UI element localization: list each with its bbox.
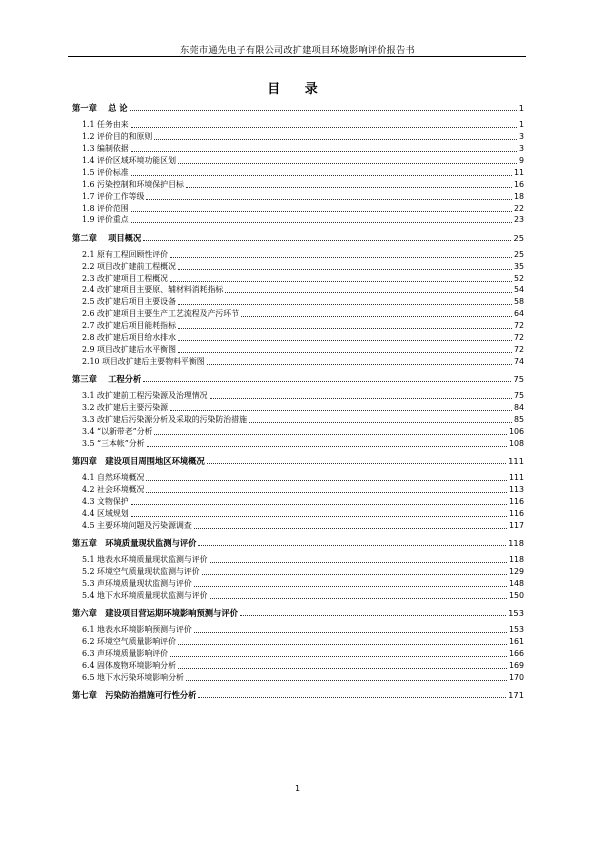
toc-entry-label: 2.3 改扩建项目工程概况 — [82, 273, 169, 283]
toc-entry-label: 4.1 自然环境概况 — [82, 473, 145, 482]
toc-chapter-entry[interactable] — [72, 232, 524, 244]
toc-dot-leader — [143, 240, 511, 241]
toc-entry-page: 25 — [513, 232, 524, 243]
toc-dot-leader — [241, 316, 512, 317]
toc-entry-label: 1.4 评价区域环境功能区划 — [82, 155, 176, 165]
toc-dot-leader — [170, 410, 512, 411]
toc-entry-label: 3.2 改扩建后主要污染源 — [82, 403, 169, 412]
toc-entry-page: 3 — [518, 144, 524, 153]
toc-entry-page: 22 — [513, 203, 524, 213]
toc-section-entry[interactable] — [82, 578, 524, 590]
toc-entry-label: 6.1 地表水环境影响预测与评价 — [82, 624, 192, 634]
toc-section-entry[interactable] — [82, 332, 524, 344]
toc-section-entry[interactable] — [82, 496, 524, 508]
toc-dot-leader — [146, 480, 507, 481]
toc-entry-page: 75 — [513, 391, 524, 401]
toc-dot-leader — [198, 545, 506, 546]
toc-entry-page: 111 — [508, 455, 524, 466]
toc-dot-leader — [178, 352, 512, 353]
toc-entry-label: 1.9 评价重点 — [82, 215, 129, 225]
toc-chapter-entry[interactable] — [72, 537, 524, 549]
toc-entry-label: 3.5 “三本帐”分析 — [82, 438, 145, 448]
toc-section-entry[interactable] — [82, 203, 524, 215]
toc-entry-page: 9 — [518, 155, 524, 165]
toc-dot-leader — [225, 292, 512, 293]
toc-entry-page: 64 — [513, 309, 524, 319]
toc-entry-label: 第七章 污染防治措施可行性分析 — [72, 689, 197, 700]
toc-entry-page: 72 — [513, 321, 524, 331]
toc-entry-label: 1.7 评价工作等级 — [82, 191, 145, 201]
toc-chapter-entry[interactable] — [72, 607, 524, 619]
toc-entry-page: 23 — [513, 215, 524, 225]
toc-entry-page: 1 — [518, 120, 524, 130]
toc-section-entry[interactable] — [82, 520, 524, 532]
toc-section-entry[interactable] — [82, 636, 524, 648]
toc-section-entry[interactable] — [82, 191, 524, 203]
toc-chapter-entry[interactable] — [72, 102, 524, 114]
toc-section-entry[interactable] — [82, 624, 524, 636]
toc-dot-leader — [207, 463, 506, 464]
toc-dot-leader — [249, 422, 512, 423]
toc-dot-leader — [178, 340, 512, 341]
toc-entry-label: 6.4 固体废物环境影响分析 — [82, 660, 176, 670]
toc-entry-page: 117 — [508, 520, 524, 530]
toc-entry-page: 166 — [508, 648, 524, 658]
toc-section-entry[interactable] — [82, 566, 524, 578]
toc-entry-page: 72 — [513, 333, 524, 342]
toc-entry-label: 6.3 声环境质量影响评价 — [82, 648, 169, 658]
toc-entry-label: 3.4 “以新带老”分析 — [82, 426, 153, 436]
toc-dot-leader — [146, 199, 512, 200]
toc-entry-page: 118 — [508, 537, 524, 548]
toc-dot-leader — [178, 269, 512, 270]
toc-entry-label: 第四章 建设项目周围地区环境概况 — [72, 455, 205, 466]
toc-entry-label: 5.1 地表水环境质量现状监测与评价 — [82, 554, 208, 564]
toc-entry-page: 169 — [508, 660, 524, 670]
toc-entry-label: 2.8 改扩建后项目给水排水 — [82, 333, 176, 342]
toc-entry-label: 第三章 工程分析 — [72, 373, 142, 384]
toc-entry-page: 116 — [508, 496, 524, 506]
toc-dot-leader — [143, 381, 511, 382]
toc-entry-label: 1.8 评价范围 — [82, 203, 129, 213]
toc-entry-page: 52 — [513, 273, 524, 283]
toc-dot-leader — [240, 615, 506, 616]
toc-entry-page: 85 — [513, 414, 524, 424]
toc-section-entry[interactable] — [82, 554, 524, 566]
toc-dot-leader — [131, 127, 517, 128]
toc-entry-label: 5.2 环境空气质量现状监测与评价 — [82, 566, 200, 576]
toc-entry-page: 150 — [508, 590, 524, 600]
toc-entry-label: 3.1 改扩建前工程污染源及治理情况 — [82, 391, 208, 401]
toc-entry-page: 113 — [508, 484, 524, 494]
toc-section-entry[interactable] — [82, 438, 524, 450]
toc-dot-leader — [207, 364, 512, 365]
toc-dot-leader — [178, 644, 507, 645]
toc-dot-leader — [178, 668, 507, 669]
toc-entry-page: 84 — [513, 403, 524, 412]
toc-dot-leader — [147, 446, 507, 447]
toc-entry-page: 111 — [508, 473, 524, 482]
toc-section-entry[interactable] — [82, 296, 524, 308]
toc-entry-label: 2.6 改扩建项目主要生产工艺流程及产污环节 — [82, 309, 240, 319]
toc-section-entry[interactable] — [82, 508, 524, 520]
toc-dot-leader — [170, 257, 512, 258]
toc-dot-leader — [131, 211, 512, 212]
toc-entry-page: 16 — [513, 179, 524, 189]
toc-dot-leader — [194, 632, 507, 633]
toc-dot-leader — [194, 528, 507, 529]
toc-dot-leader — [210, 398, 512, 399]
toc-entry-label: 2.10 项目改扩建后主要物料平衡图 — [82, 356, 205, 366]
toc-entry-page: 106 — [508, 426, 524, 436]
toc-entry-label: 1.1 任务由来 — [82, 120, 129, 130]
toc-section-entry[interactable] — [82, 119, 524, 131]
toc-section-entry[interactable] — [82, 249, 524, 261]
toc-entry-label: 第六章 建设项目营运期环境影响预测与评价 — [72, 607, 238, 618]
toc-entry-label: 4.2 社会环境概况 — [82, 484, 145, 494]
toc-entry-label: 1.5 评价标准 — [82, 167, 129, 177]
toc-entry-page: 1 — [518, 103, 524, 113]
toc-section-entry[interactable] — [82, 308, 524, 320]
toc-entry-label: 6.2 环境空气质量影响评价 — [82, 636, 176, 646]
toc-dot-leader — [131, 504, 507, 505]
toc-entry-page: 25 — [513, 249, 524, 259]
toc-entry-page: 170 — [508, 672, 524, 682]
toc-section-entry[interactable] — [82, 167, 524, 179]
toc-dot-leader — [202, 574, 507, 575]
toc-entry-label: 3.3 改扩建后污染源分析及采取的污染防治措施 — [82, 414, 247, 424]
toc-entry-label: 2.4 改扩建项目主要原、辅材料消耗指标 — [82, 285, 224, 295]
toc-entry-page: 116 — [508, 508, 524, 518]
toc-entry-label: 1.2 评价目的和原则 — [82, 132, 153, 142]
toc-entry-label: 5.3 声环境质量现状监测与评价 — [82, 578, 192, 588]
toc-section-entry[interactable] — [82, 284, 524, 296]
toc-entry-page: 129 — [508, 566, 524, 576]
toc-dot-leader — [130, 110, 517, 111]
toc-dot-leader — [198, 697, 506, 698]
toc-section-entry[interactable] — [82, 414, 524, 426]
toc-entry-page: 54 — [513, 285, 524, 295]
toc-entry-label: 2.1 原有工程回顾性评价 — [82, 249, 169, 259]
toc-entry-page: 153 — [508, 607, 524, 618]
toc-entry-page: 72 — [513, 344, 524, 354]
toc-section-entry[interactable] — [82, 672, 524, 684]
toc-section-entry[interactable] — [82, 590, 524, 602]
toc-entry-page: 108 — [508, 438, 524, 448]
toc-entry-label: 2.7 改扩建后项目能耗指标 — [82, 321, 176, 331]
toc-section-entry[interactable] — [82, 356, 524, 368]
toc-entry-page: 74 — [513, 356, 524, 366]
toc-entry-page: 18 — [513, 191, 524, 201]
toc-chapter-entry[interactable] — [72, 455, 524, 467]
toc-entry-label: 第二章 项目概况 — [72, 232, 142, 243]
toc-entry-page: 171 — [508, 689, 524, 700]
toc-entry-label: 4.5 主要环境问题及污染源调查 — [82, 520, 192, 530]
toc-dot-leader — [170, 281, 512, 282]
toc-dot-leader — [131, 175, 512, 176]
toc-section-entry[interactable] — [82, 402, 524, 414]
toc-dot-leader — [186, 187, 512, 188]
toc-dot-leader — [170, 656, 507, 657]
toc-entry-page: 148 — [508, 578, 524, 588]
toc-dot-leader — [131, 222, 512, 223]
toc-dot-leader — [210, 598, 507, 599]
toc-section-entry[interactable] — [82, 179, 524, 191]
toc-section-entry[interactable] — [82, 472, 524, 484]
toc-section-entry[interactable] — [82, 214, 524, 226]
toc-entry-label: 2.5 改扩建后项目主要设备 — [82, 297, 176, 307]
toc-dot-leader — [210, 562, 507, 563]
toc-section-entry[interactable] — [82, 484, 524, 496]
toc-entry-page: 58 — [513, 297, 524, 307]
toc-entry-page: 153 — [508, 624, 524, 634]
toc-dot-leader — [131, 516, 507, 517]
toc-entry-page: 118 — [508, 554, 524, 564]
toc-dot-leader — [154, 434, 506, 435]
toc-dot-leader — [178, 328, 512, 329]
toc-entry-label: 6.5 地下水污染环境影响分析 — [82, 672, 184, 682]
toc-dot-leader — [131, 151, 517, 152]
toc-entry-label: 5.4 地下水环境质量现状监测与评价 — [82, 590, 208, 600]
toc-entry-label: 4.3 文物保护 — [82, 496, 129, 506]
toc-title: 目 录 — [267, 82, 328, 97]
toc-entry-label: 2.9 项目改扩建后水平衡图 — [82, 344, 176, 354]
toc-entry-page: 75 — [513, 373, 524, 384]
toc-section-entry[interactable] — [82, 320, 524, 332]
toc-entry-label: 1.3 编制依据 — [82, 144, 129, 153]
toc-section-entry[interactable] — [82, 273, 524, 285]
page-number: 1 — [294, 784, 301, 793]
toc-entry-page: 11 — [513, 167, 524, 177]
toc-chapter-entry[interactable] — [72, 689, 524, 701]
running-header: 东莞市通先电子有限公司改扩建项目环境影响评价报告书 — [180, 45, 415, 56]
toc-section-entry[interactable] — [82, 143, 524, 155]
toc-dot-leader — [194, 586, 507, 587]
toc-section-entry[interactable] — [82, 390, 524, 402]
toc-chapter-entry[interactable] — [72, 373, 524, 385]
toc-dot-leader — [146, 492, 507, 493]
toc-section-entry[interactable] — [82, 344, 524, 356]
toc-entry-label: 第五章 环境质量现状监测与评价 — [72, 537, 197, 548]
toc-section-entry[interactable] — [82, 155, 524, 167]
toc-section-entry[interactable] — [82, 131, 524, 143]
toc-entry-label: 4.4 区域规划 — [82, 508, 129, 518]
toc-section-entry[interactable] — [82, 261, 524, 273]
toc-dot-leader — [178, 163, 517, 164]
toc-entry-page: 35 — [513, 261, 524, 271]
toc-entry-page: 3 — [518, 132, 524, 142]
toc-entry-page: 161 — [508, 636, 524, 646]
toc-entry-label: 1.6 污染控制和环境保护目标 — [82, 179, 184, 189]
toc-entry-label: 2.2 项目改扩建前工程概况 — [82, 261, 176, 271]
toc-section-entry[interactable] — [82, 426, 524, 438]
toc-dot-leader — [178, 304, 512, 305]
toc-entry-label: 第一章 总 论 — [72, 103, 128, 113]
toc-dot-leader — [186, 680, 507, 681]
toc-section-entry[interactable] — [82, 660, 524, 672]
toc-dot-leader — [154, 139, 517, 140]
toc-section-entry[interactable] — [82, 648, 524, 660]
